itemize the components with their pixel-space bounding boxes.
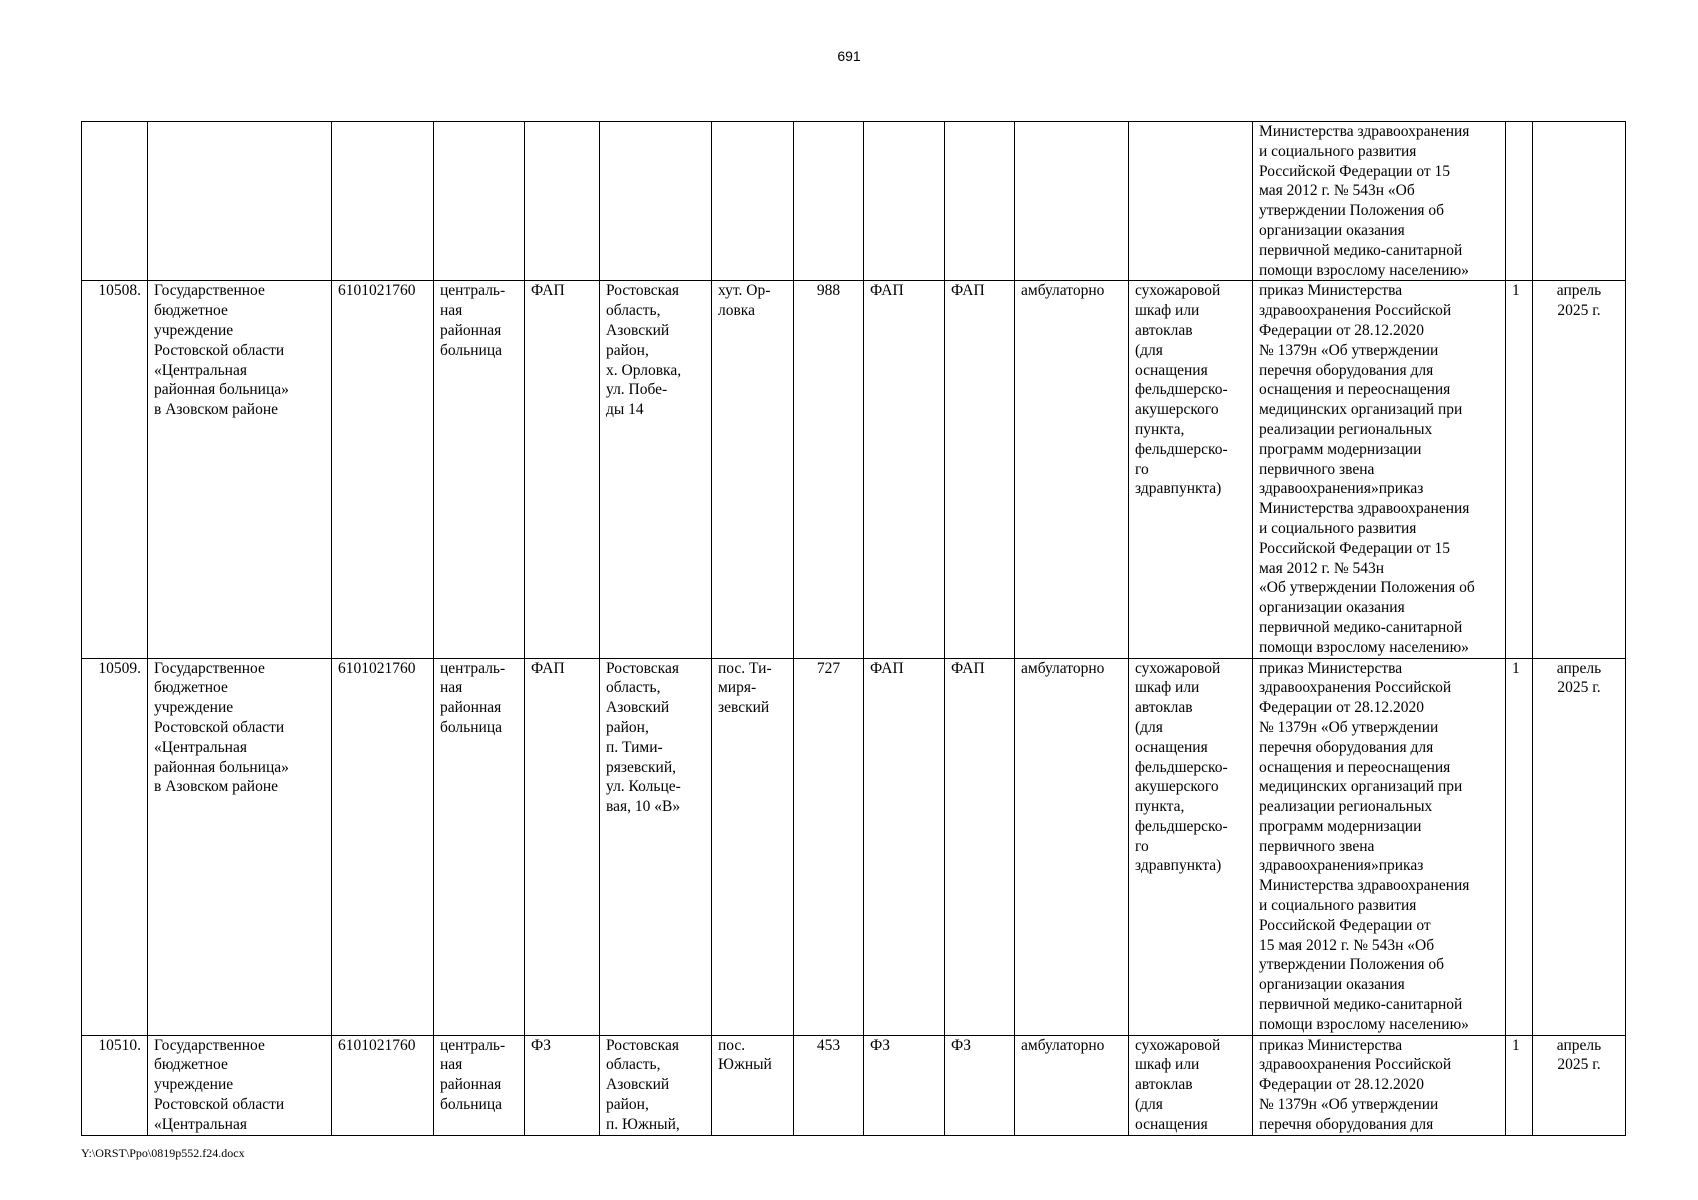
cell-address: Ростовская область, Азовский район, х. Орловка, ул. Побе- ды 14 (600, 281, 712, 658)
cell-empty (148, 122, 332, 281)
cell-care-form: амбулаторно (1015, 281, 1129, 658)
cell-organization: Государственное бюджетное учреждение Ростовской области «Центральная районная больница» в Азовском районе (148, 658, 332, 1035)
cell-locality: пос. Южный (712, 1035, 794, 1135)
cell-number: 10510. (82, 1035, 148, 1135)
cell-unit: ФЗ (525, 1035, 600, 1135)
cell-organization: Государственное бюджетное учреждение Ростовской области «Центральная (148, 1035, 332, 1135)
table-row (82, 658, 1626, 1035)
cell-empty (945, 122, 1015, 281)
cell-number: 10509. (82, 658, 148, 1035)
equipment-table (81, 121, 1626, 1136)
cell-empty (1129, 122, 1253, 281)
cell-empty (434, 122, 525, 281)
cell-unit-2: ФЗ (864, 1035, 945, 1135)
cell-unit-2: ФАП (864, 658, 945, 1035)
cell-inn: 6101021760 (332, 281, 434, 658)
cell-address: Ростовская область, Азовский район, п. Южный, (600, 1035, 712, 1135)
footer-file-path: Y:\ORST\Ppo\0819p552.f24.docx (81, 1146, 245, 1160)
cell-population: 988 (794, 281, 864, 658)
cell-empty (1506, 122, 1533, 281)
cell-inn: 6101021760 (332, 1035, 434, 1135)
cell-empty (1533, 122, 1626, 281)
cell-unit-3: ФЗ (945, 1035, 1015, 1135)
cell-empty (525, 122, 600, 281)
cell-locality: пос. Ти- миря- зевский (712, 658, 794, 1035)
page-number: 691 (837, 48, 861, 64)
cell-unit-2: ФАП (864, 281, 945, 658)
table-row (82, 281, 1626, 658)
cell-basis: приказ Министерства здравоохранения Российской Федерации от 28.12.2020 № 1379н «Об утверждении перечня оборудования для оснащения и переоснащения медицинских организаций при реализации региональных программ модернизации первичного звена здравоохранения»приказ Министерства здравоохранения и социального развития Российской Федерации от 15 мая 2012 г. № 543н «Об утверждении Положения об организации оказания первичной медико-санитарной помощи взрослому населению» (1253, 658, 1506, 1035)
cell-org-type: централь- ная районная больница (434, 281, 525, 658)
cell-empty (712, 122, 794, 281)
cell-date: апрель 2025 г. (1533, 281, 1626, 658)
cell-basis: приказ Министерства здравоохранения Российской Федерации от 28.12.2020 № 1379н «Об утверждении перечня оборудования для оснащения и переоснащения медицинских организаций при реализации региональных программ модернизации первичного звена здравоохранения»приказ Министерства здравоохранения и социального развития Российской Федерации от 15 мая 2012 г. № 543н «Об утверждении Положения об организации оказания первичной медико-санитарной помощи взрослому населению» (1253, 281, 1506, 658)
cell-care-form: амбулаторно (1015, 658, 1129, 1035)
cell-equipment: сухожаровой шкаф или автоклав (для оснащения фельдшерско- акушерского пункта, фельдшерско- го здравпункта) (1129, 281, 1253, 658)
cell-locality: хут. Ор- ловка (712, 281, 794, 658)
cell-quantity: 1 (1506, 658, 1533, 1035)
cell-empty (1015, 122, 1129, 281)
cell-empty (600, 122, 712, 281)
cell-quantity: 1 (1506, 281, 1533, 658)
cell-date: апрель 2025 г. (1533, 658, 1626, 1035)
cell-equipment: сухожаровой шкаф или автоклав (для оснащения (1129, 1035, 1253, 1135)
table-row-continuation (82, 122, 1626, 281)
cell-date: апрель 2025 г. (1533, 1035, 1626, 1135)
cell-quantity: 1 (1506, 1035, 1533, 1135)
cell-unit-3: ФАП (945, 658, 1015, 1035)
cell-care-form: амбулаторно (1015, 1035, 1129, 1135)
cell-basis: приказ Министерства здравоохранения Российской Федерации от 28.12.2020 № 1379н «Об утверждении перечня оборудования для (1253, 1035, 1506, 1135)
cell-org-type: централь- ная районная больница (434, 658, 525, 1035)
cell-org-type: централь- ная районная больница (434, 1035, 525, 1135)
table-row (82, 1035, 1626, 1135)
cell-equipment: сухожаровой шкаф или автоклав (для оснащения фельдшерско- акушерского пункта, фельдшерско- го здравпункта) (1129, 658, 1253, 1035)
cell-empty (82, 122, 148, 281)
cell-inn: 6101021760 (332, 658, 434, 1035)
cell-population: 453 (794, 1035, 864, 1135)
cell-number: 10508. (82, 281, 148, 658)
cell-organization: Государственное бюджетное учреждение Ростовской области «Центральная районная больница» в Азовском районе (148, 281, 332, 658)
cell-unit-3: ФАП (945, 281, 1015, 658)
cell-unit: ФАП (525, 281, 600, 658)
cell-empty (864, 122, 945, 281)
cell-population: 727 (794, 658, 864, 1035)
cell-basis-continued: Министерства здравоохранения и социального развития Российской Федерации от 15 мая 2012 г. № 543н «Об утверждении Положения об организации оказания первичной медико-санитарной помощи взрослому населению» (1253, 122, 1506, 281)
cell-empty (332, 122, 434, 281)
cell-empty (794, 122, 864, 281)
cell-address: Ростовская область, Азовский район, п. Тими- рязевский, ул. Кольце- вая, 10 «В» (600, 658, 712, 1035)
cell-unit: ФАП (525, 658, 600, 1035)
